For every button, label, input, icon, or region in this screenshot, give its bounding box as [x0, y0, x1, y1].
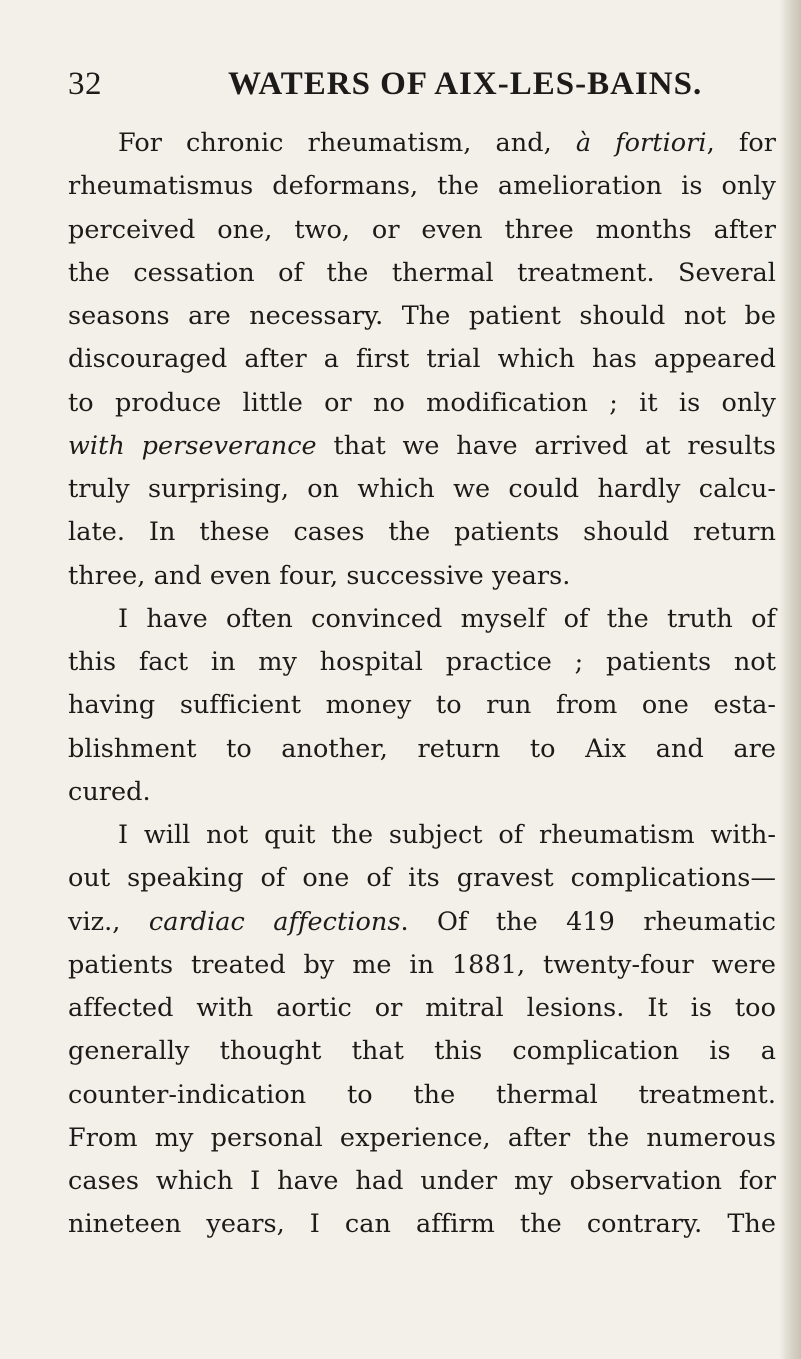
- text-line: counter-indication to the thermal treatment.: [68, 1079, 776, 1110]
- text-line: rheumatismus deformans, the amelioration is only: [68, 171, 776, 202]
- text-line: patients treated by me in 1881, twenty-four were: [68, 949, 776, 980]
- text-line: discouraged after a first trial which has appeared: [68, 344, 776, 375]
- text-line: truly surprising, on which we could hardly calcu-: [68, 474, 776, 504]
- text-line: affected with aortic or mitral lesions. It is too: [68, 993, 776, 1023]
- text-line: this fact in my hospital practice ; patients not: [68, 647, 776, 677]
- text-line: the cessation of the thermal treatment. Several: [68, 257, 776, 288]
- text-line: I have often convinced myself of the truth of: [118, 603, 776, 634]
- text-line: three, and even four, successive years.: [68, 560, 571, 591]
- emphasis-text: cardiac affections: [148, 906, 401, 937]
- text-line: out speaking of one of its gravest complications—: [68, 863, 776, 894]
- text-line: nineteen years, I can affirm the contrary. The: [68, 1209, 776, 1240]
- text-line: generally thought that this complication is a: [68, 1036, 776, 1067]
- text-line: with perseverance that we have arrived at results: [68, 430, 776, 461]
- page-edge-shadow: [779, 0, 801, 1359]
- text-line: perceived one, two, or even three months after: [68, 214, 776, 245]
- text-line: I will not quit the subject of rheumatism with-: [118, 820, 776, 850]
- text-line: having sufficient money to run from one esta-: [68, 690, 776, 721]
- emphasis-text: with perseverance: [68, 430, 317, 461]
- running-title: WATERS OF AIX-LES-BAINS.: [228, 66, 703, 102]
- text-line: blishment to another, return to Aix and are: [68, 733, 776, 764]
- text-line: cured.: [68, 776, 151, 807]
- text-line: For chronic rheumatism, and, à fortiori, for: [118, 128, 776, 158]
- page-header: [68, 66, 768, 106]
- body-text: [68, 122, 776, 1247]
- emphasis-text: à fortiori: [575, 128, 707, 158]
- text-line: seasons are necessary. The patient should not be: [68, 301, 776, 331]
- text-line: cases which I have had under my observation for: [68, 1166, 776, 1196]
- text-line: From my personal experience, after the numerous: [68, 1122, 776, 1153]
- text-line: viz., cardiac affections. Of the 419 rheumatic: [68, 906, 776, 937]
- text-line: late. In these cases the patients should return: [68, 517, 776, 548]
- text-line: to produce little or no modification ; it is only: [68, 387, 776, 418]
- page-number: 32: [68, 66, 102, 102]
